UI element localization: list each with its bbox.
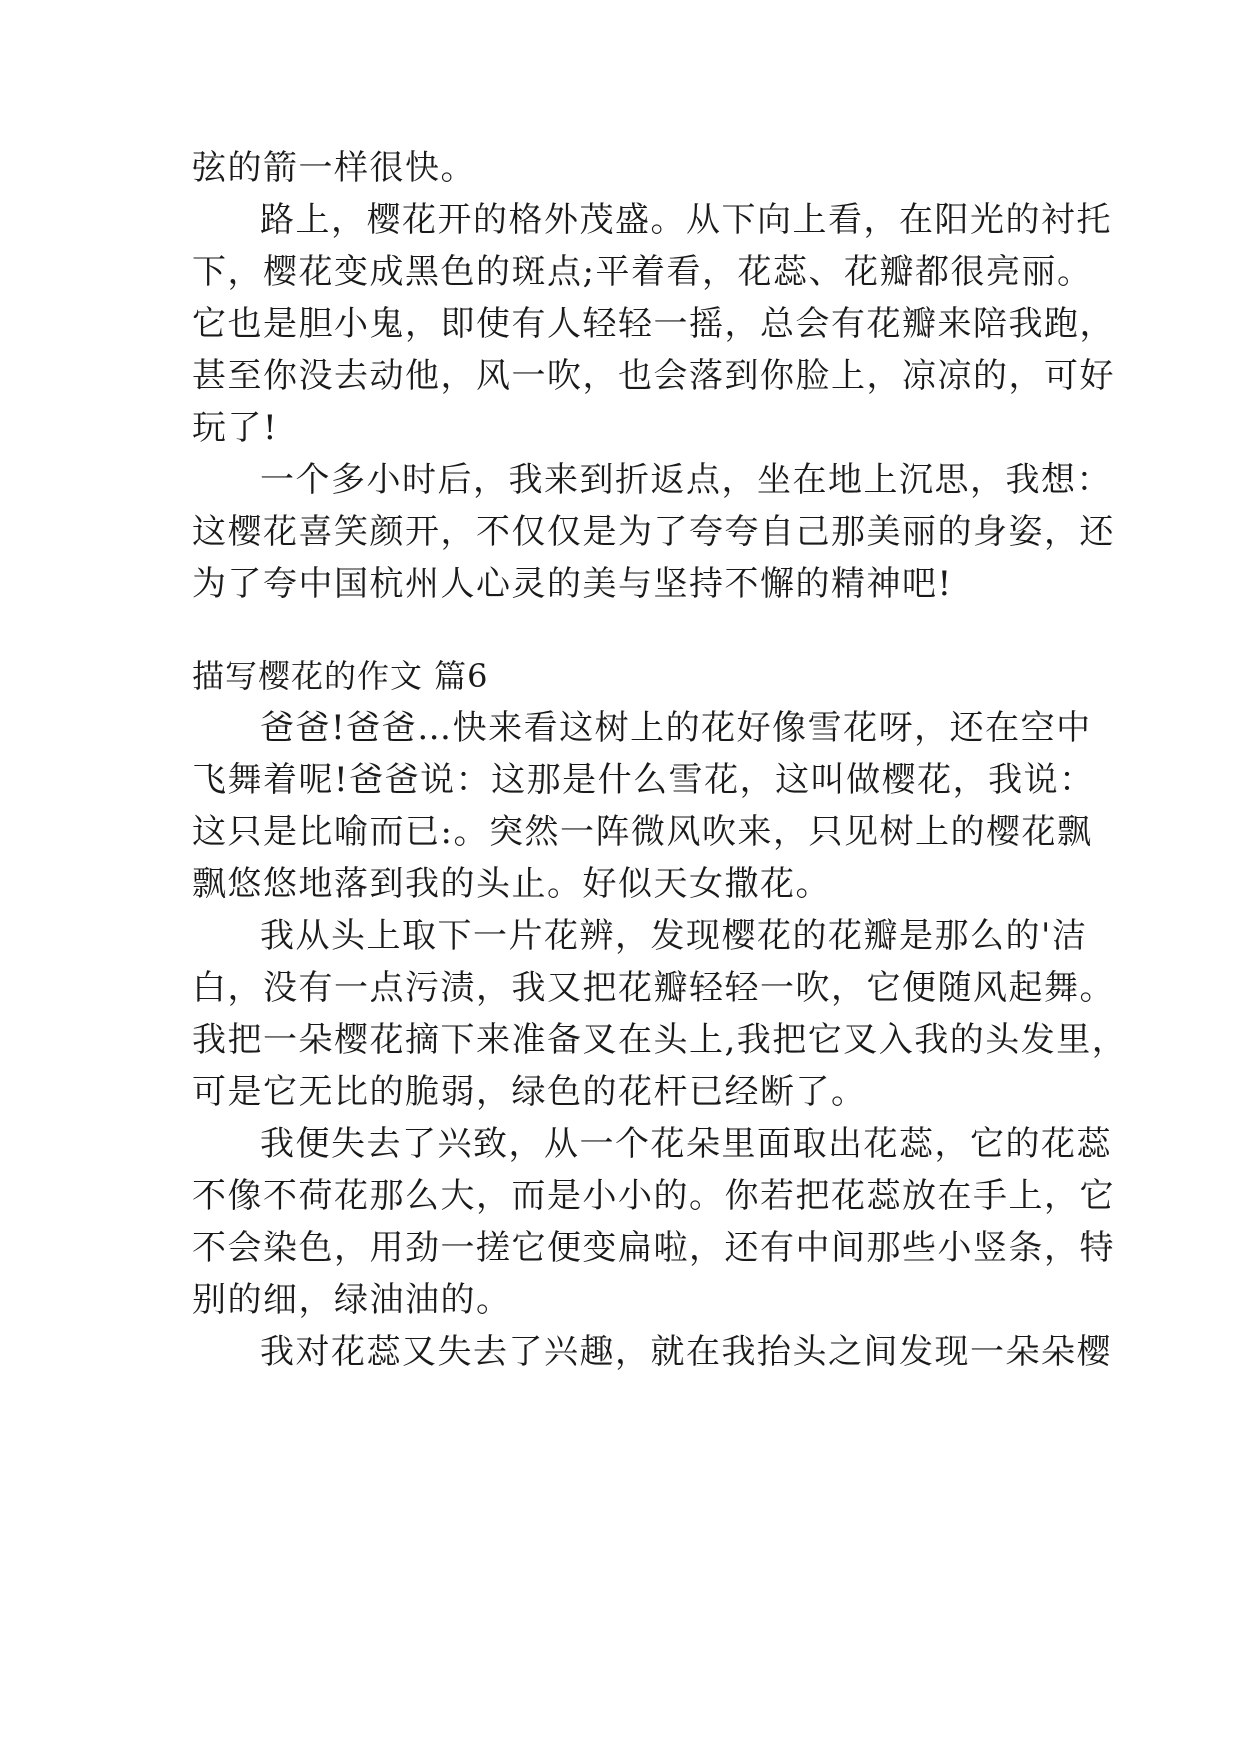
text-line: 下，樱花变成黑色的斑点;平着看，花蕊、花瓣都很亮丽。 [192, 252, 1093, 292]
text-line: 飘悠悠地落到我的头止。好似天女撒花。 [192, 864, 831, 904]
text-line: 这只是比喻而已:。突然一阵微风吹来，只见树上的樱花飘 [192, 812, 1093, 852]
text-line: 白，没有一点污渍，我又把花瓣轻轻一吹，它便随风起舞。 [192, 968, 1115, 1008]
text-line: 我把一朵樱花摘下来准备叉在头上,我把它叉入我的头发里， [192, 1020, 1128, 1060]
paragraph-first-line: 一个多小时后，我来到折返点，坐在地上沉思，我想： [260, 460, 1112, 500]
text-line: 这樱花喜笑颜开，不仅仅是为了夸夸自己那美丽的身姿，还 [192, 512, 1115, 552]
text-line: 甚至你没去动他，风一吹，也会落到你脸上，凉凉的，可好 [192, 356, 1115, 396]
section-title: 描写樱花的作文 篇6 [192, 657, 489, 695]
paragraph-first-line: 我对花蕊又失去了兴趣，就在我抬头之间发现一朵朵樱 [260, 1332, 1112, 1372]
paragraph-first-line: 爸爸!爸爸…快来看这树上的花好像雪花呀，还在空中 [260, 708, 1092, 748]
text-line: 不会染色，用劲一搓它便变扁啦，还有中间那些小竖条，特 [192, 1228, 1115, 1268]
paragraph-first-line: 我从头上取下一片花辨，发现樱花的花瓣是那么的'洁 [260, 916, 1088, 956]
text-line: 弦的箭一样很快。 [192, 148, 476, 188]
text-line: 别的细，绿油油的。 [192, 1280, 512, 1320]
text-line: 可是它无比的脆弱，绿色的花杆已经断了。 [192, 1072, 867, 1112]
paragraph-first-line: 路上，樱花开的格外茂盛。从下向上看，在阳光的衬托 [260, 200, 1112, 240]
text-line: 为了夸中国杭州人心灵的美与坚持不懈的精神吧! [192, 564, 953, 604]
text-line: 它也是胆小鬼，即使有人轻轻一摇，总会有花瓣来陪我跑， [192, 304, 1115, 344]
text-line: 飞舞着呢!爸爸说：这那是什么雪花，这叫做樱花，我说： [192, 760, 1095, 800]
paragraph-first-line: 我便失去了兴致，从一个花朵里面取出花蕊，它的花蕊 [260, 1124, 1112, 1164]
text-line: 不像不荷花那么大，而是小小的。你若把花蕊放在手上，它 [192, 1176, 1115, 1216]
text-line: 玩了! [192, 408, 279, 448]
